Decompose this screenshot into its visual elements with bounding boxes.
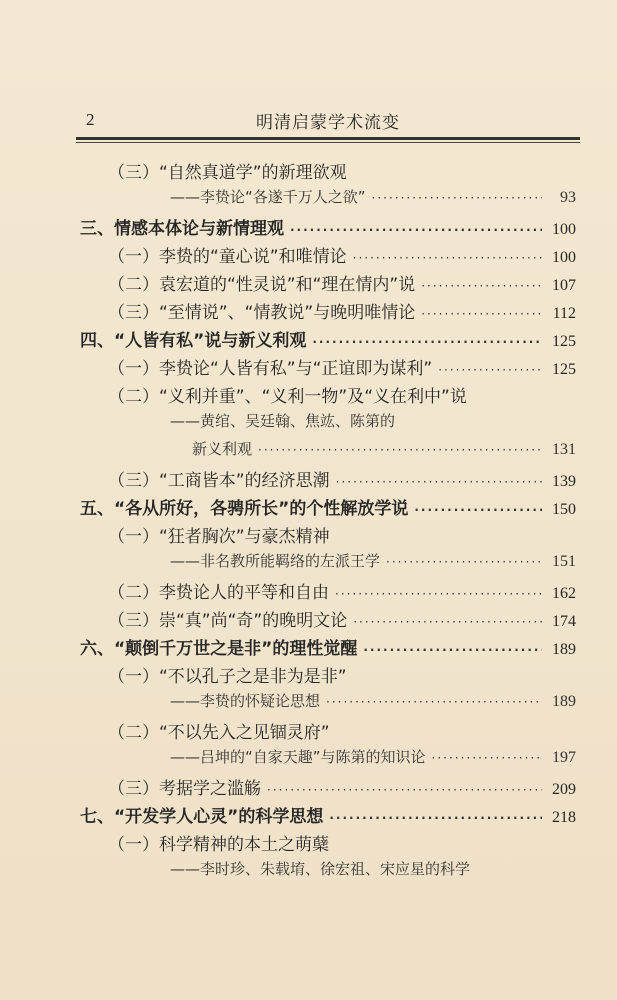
toc-entry-title: （一）李贽的“童心说”和唯情论 bbox=[108, 247, 347, 267]
toc-entry bbox=[170, 550, 576, 574]
toc-entry bbox=[108, 354, 576, 378]
toc-entry-title: （三）“至情说”、“情教说”与晚明唯情论 bbox=[108, 303, 416, 323]
toc-entry bbox=[108, 578, 576, 602]
toc-entry-title: （二）“不以先入之见锢灵府” bbox=[108, 723, 330, 743]
toc-entry bbox=[108, 242, 576, 266]
toc-entry-title: ——李贽的怀疑论思想 bbox=[170, 692, 321, 710]
leader-dots bbox=[336, 475, 542, 489]
toc-entry bbox=[80, 494, 576, 518]
toc-entry-title: 五、“各从所好，各骋所长”的个性解放学说 bbox=[80, 499, 409, 519]
toc-entry bbox=[192, 438, 576, 462]
toc-entry-page: 125 bbox=[552, 333, 576, 350]
leader-dots bbox=[312, 335, 542, 349]
toc-entry-title: （三）“自然真道学”的新理欲观 bbox=[108, 163, 347, 183]
toc-entry-title: （二）“义利并重”、“义利一物”及“义在利中”说 bbox=[108, 387, 467, 407]
leader-dots bbox=[326, 695, 542, 709]
toc-entry-title: 四、“人皆有私”说与新义利观 bbox=[80, 331, 307, 351]
toc-entry-title: （二）袁宏道的“性灵说”和“理在情内”说 bbox=[108, 275, 416, 295]
toc-entry-page: 139 bbox=[552, 473, 576, 490]
leader-dots bbox=[258, 443, 542, 457]
toc-entry-title: （二）李贽论人的平等和自由 bbox=[108, 583, 329, 603]
toc-entry-page: 150 bbox=[552, 501, 576, 518]
toc-entry-title: 新义利观 bbox=[192, 440, 253, 458]
leader-dots bbox=[414, 503, 542, 517]
leader-dots bbox=[290, 223, 542, 237]
toc-entry-page: 100 bbox=[552, 249, 576, 266]
toc-entry bbox=[108, 158, 576, 182]
toc-entry-title: 三、情感本体论与新情理观 bbox=[80, 219, 284, 239]
toc-entry bbox=[80, 634, 576, 658]
toc-entry-title: （一）李贽论“人皆有私”与“正谊即为谋利” bbox=[108, 359, 433, 379]
page-number: 2 bbox=[86, 110, 95, 129]
toc-entry bbox=[108, 270, 576, 294]
toc-entry-title: （一）“不以孔子之是非为是非” bbox=[108, 667, 347, 687]
toc-entry-page: 197 bbox=[552, 749, 576, 766]
leader-dots bbox=[353, 615, 542, 629]
leader-dots bbox=[438, 363, 542, 377]
toc-entry-page: 151 bbox=[552, 553, 576, 570]
toc-entry bbox=[170, 186, 576, 210]
toc-entry bbox=[108, 298, 576, 322]
toc-entry-page: 209 bbox=[552, 781, 576, 798]
leader-dots bbox=[267, 783, 542, 797]
leader-dots bbox=[372, 191, 542, 205]
toc-entry-page: 100 bbox=[552, 221, 576, 238]
page-header bbox=[78, 108, 578, 132]
toc-entry-page: 218 bbox=[552, 809, 576, 826]
toc-entry-title: （三）“工商皆本”的经济思潮 bbox=[108, 471, 330, 491]
toc-entry-title: 六、“颠倒千万世之是非”的理性觉醒 bbox=[80, 639, 358, 659]
leader-dots bbox=[421, 279, 542, 293]
leader-dots bbox=[329, 811, 542, 825]
toc-entry-title: ——李时珍、朱载堉、徐宏祖、宋应星的科学 bbox=[170, 860, 471, 878]
toc-entry bbox=[108, 718, 576, 742]
toc-entry bbox=[170, 746, 576, 770]
toc-entry-page: 162 bbox=[552, 585, 576, 602]
leader-dots bbox=[335, 587, 542, 601]
toc-entry bbox=[170, 410, 576, 434]
toc-entry-page: 125 bbox=[552, 361, 576, 378]
toc-entry-title: （三）考据学之滥觞 bbox=[108, 779, 261, 799]
toc-entry-page: 93 bbox=[560, 189, 576, 206]
toc-entry bbox=[80, 326, 576, 350]
toc-entry-page: 174 bbox=[552, 613, 576, 630]
toc-entry-title: ——李贽论“各遂千万人之欲” bbox=[170, 188, 366, 206]
toc-entry bbox=[108, 774, 576, 798]
toc-entry bbox=[108, 606, 576, 630]
toc-entry-title: 七、“开发学人心灵”的科学思想 bbox=[80, 807, 324, 827]
toc-entry bbox=[170, 690, 576, 714]
toc-entry-page: 107 bbox=[552, 277, 576, 294]
leader-dots bbox=[386, 555, 542, 569]
header-rule-thick bbox=[76, 137, 580, 140]
toc-entry bbox=[108, 522, 576, 546]
toc-entry-page: 131 bbox=[552, 441, 576, 458]
toc-entry bbox=[80, 214, 576, 238]
toc-entry bbox=[108, 830, 576, 854]
running-title: 明清启蒙学术流变 bbox=[256, 113, 400, 133]
leader-dots bbox=[432, 751, 542, 765]
toc-entry-page: 189 bbox=[552, 641, 576, 658]
toc-entry-title: （一）科学精神的本土之萌蘖 bbox=[108, 835, 329, 855]
leader-dots bbox=[421, 307, 542, 321]
toc-entry-title: （三）崇“真”尚“奇”的晚明文论 bbox=[108, 611, 348, 631]
toc-entry bbox=[170, 858, 576, 882]
leader-dots bbox=[353, 251, 542, 265]
toc-entry bbox=[80, 802, 576, 826]
toc-entry-title: ——非名教所能羁络的左派王学 bbox=[170, 552, 381, 570]
toc-entry bbox=[108, 466, 576, 490]
toc-entry bbox=[108, 382, 576, 406]
toc-entry bbox=[108, 662, 576, 686]
header-rule-thin bbox=[76, 142, 580, 143]
leader-dots bbox=[363, 643, 542, 657]
toc-entry-page: 112 bbox=[552, 305, 576, 322]
toc-entry-title: ——吕坤的“自家天趣”与陈第的知识论 bbox=[170, 748, 426, 766]
toc-entry-title: （一）“狂者胸次”与豪杰精神 bbox=[108, 527, 330, 547]
toc-entry-title: ——黄绾、吴廷翰、焦竑、陈第的 bbox=[170, 412, 396, 430]
toc-entry-page: 189 bbox=[552, 693, 576, 710]
